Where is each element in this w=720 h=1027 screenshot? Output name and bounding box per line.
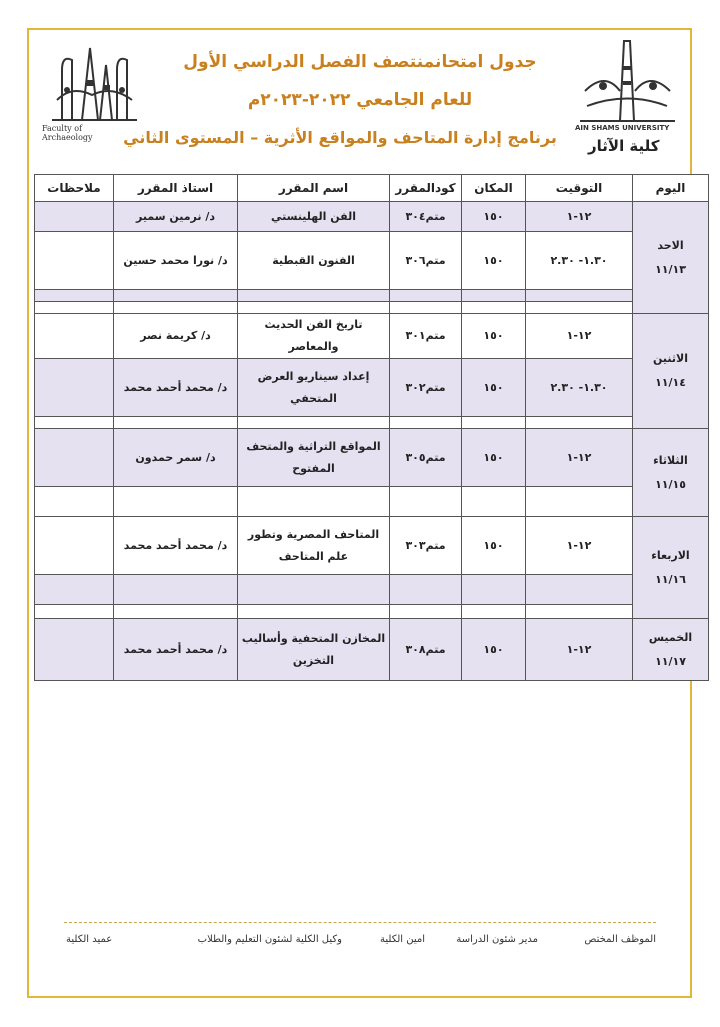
professor-cell: د/ محمد أحمد محمد xyxy=(114,517,238,575)
exam-title: جدول امتحانمنتصف الفصل الدراسي الأول xyxy=(183,52,537,72)
notes-cell xyxy=(35,359,114,417)
faculty-archaeology-logo xyxy=(42,40,147,128)
table-row xyxy=(35,232,709,290)
spacer-row xyxy=(35,417,709,429)
ain-shams-university-logo xyxy=(575,36,680,128)
professor-cell: د/ نورا محمد حسين xyxy=(114,232,238,290)
time-cell: ١.٣٠- ٢.٣٠ xyxy=(526,232,633,290)
spacer-row xyxy=(35,487,709,517)
faculty-en-line2: Archaeology xyxy=(42,133,93,142)
signature-employee: الموظف المختص xyxy=(584,934,656,945)
course-cell: الفنون القبطية xyxy=(238,232,390,290)
place-cell: ١٥٠ xyxy=(462,429,526,487)
place-cell: ١٥٠ xyxy=(462,314,526,359)
signature-faculty-secretary: امين الكلية xyxy=(380,934,425,945)
course-cell: تاريخ الفن الحديث والمعاصر xyxy=(238,314,390,359)
time-cell: ١٢-١ xyxy=(526,517,633,575)
table-row xyxy=(35,517,709,575)
time-cell: ١٢-١ xyxy=(526,619,633,681)
signature-studies-director: مدير شئون الدراسة xyxy=(456,934,538,945)
spacer-row xyxy=(35,575,709,605)
code-cell: متم٣٠٨ xyxy=(390,619,462,681)
academic-year: للعام الجامعي ٢٠٢٢-٢٠٢٣م xyxy=(247,90,473,110)
university-name: AIN SHAMS UNIVERSITY xyxy=(575,124,670,132)
table-row xyxy=(35,619,709,681)
faculty-name: كلية الآثار xyxy=(588,137,660,155)
day-date: ١١/١٣ xyxy=(655,262,686,276)
time-cell: ١.٣٠- ٢.٣٠ xyxy=(526,359,633,417)
place-cell: ١٥٠ xyxy=(462,517,526,575)
faculty-en-line1: Faculty of xyxy=(42,124,83,133)
notes-cell xyxy=(35,619,114,681)
course-cell: المواقع التراثية والمتحف المفتوح xyxy=(238,429,390,487)
day-cell-tuesday xyxy=(633,429,709,517)
professor-cell: د/ نرمين سمير xyxy=(114,202,238,232)
course-cell: المخازن المتحفية وأساليب التخزين xyxy=(238,619,390,681)
course-cell: الفن الهلينستي xyxy=(238,202,390,232)
notes-cell xyxy=(35,314,114,359)
course-cell: المتاحف المصرية وتطور علم المتاحف xyxy=(238,517,390,575)
signature-vice-dean: وكيل الكلية لشئون التعليم والطلاب xyxy=(197,934,342,945)
notes-cell xyxy=(35,517,114,575)
place-cell: ١٥٠ xyxy=(462,202,526,232)
code-cell: متم٣٠٤ xyxy=(390,202,462,232)
day-date: ١١/١٤ xyxy=(655,376,686,389)
day-name: الثلاثاء xyxy=(653,453,688,467)
day-date: ١١/١٦ xyxy=(655,572,686,586)
professor-cell: د/ كريمة نصر xyxy=(114,314,238,359)
exam-schedule-table xyxy=(34,174,709,681)
header-place: المكان xyxy=(462,175,526,202)
table-row xyxy=(35,202,709,232)
time-cell: ١٢-١ xyxy=(526,202,633,232)
place-cell: ١٥٠ xyxy=(462,232,526,290)
notes-cell xyxy=(35,202,114,232)
time-cell: ١٢-١ xyxy=(526,429,633,487)
day-name: الخميس xyxy=(648,630,693,644)
signature-divider xyxy=(64,922,656,923)
notes-cell xyxy=(35,232,114,290)
code-cell: متم٣٠٥ xyxy=(390,429,462,487)
day-date: ١١/١٥ xyxy=(655,477,686,491)
header-professor: استاذ المقرر xyxy=(114,175,238,202)
professor-cell: د/ محمد أحمد محمد xyxy=(114,359,238,417)
notes-cell xyxy=(35,429,114,487)
faculty-english-name xyxy=(42,124,93,142)
code-cell: متم٣٠١ xyxy=(390,314,462,359)
day-cell-sunday xyxy=(633,202,709,314)
place-cell: ١٥٠ xyxy=(462,619,526,681)
header-day: اليوم xyxy=(633,175,709,202)
place-cell: ١٥٠ xyxy=(462,359,526,417)
professor-cell: د/ محمد أحمد محمد xyxy=(114,619,238,681)
day-cell-monday xyxy=(633,314,709,429)
day-cell-wednesday xyxy=(633,517,709,619)
table-row xyxy=(35,314,709,359)
table-row xyxy=(35,429,709,487)
time-cell: ١٢-١ xyxy=(526,314,633,359)
spacer-row xyxy=(35,290,709,302)
day-name: الاحد xyxy=(657,238,684,252)
header-notes: ملاحظات xyxy=(35,175,114,202)
table-row xyxy=(35,359,709,417)
code-cell: متم٣٠٢ xyxy=(390,359,462,417)
signature-dean: عميد الكلية xyxy=(66,934,113,945)
course-cell: إعداد سيناريو العرض المتحفي xyxy=(238,359,390,417)
program-title: برنامج إدارة المتاحف والمواقع الأثرية – المستوى الثاني xyxy=(123,128,557,147)
day-date: ١١/١٧ xyxy=(655,654,686,668)
day-cell-thursday xyxy=(633,619,709,681)
spacer-row xyxy=(35,605,709,619)
day-name: الاثنين xyxy=(653,352,688,365)
header-time: التوقيت xyxy=(526,175,633,202)
spacer-row xyxy=(35,302,709,314)
header-code: كودالمقرر xyxy=(390,175,462,202)
professor-cell: د/ سمر حمدون xyxy=(114,429,238,487)
table-header-row xyxy=(35,175,709,202)
day-name: الاربعاء xyxy=(651,548,690,562)
code-cell: متم٣٠٣ xyxy=(390,517,462,575)
header-course: اسم المقرر xyxy=(238,175,390,202)
code-cell: متم٣٠٦ xyxy=(390,232,462,290)
